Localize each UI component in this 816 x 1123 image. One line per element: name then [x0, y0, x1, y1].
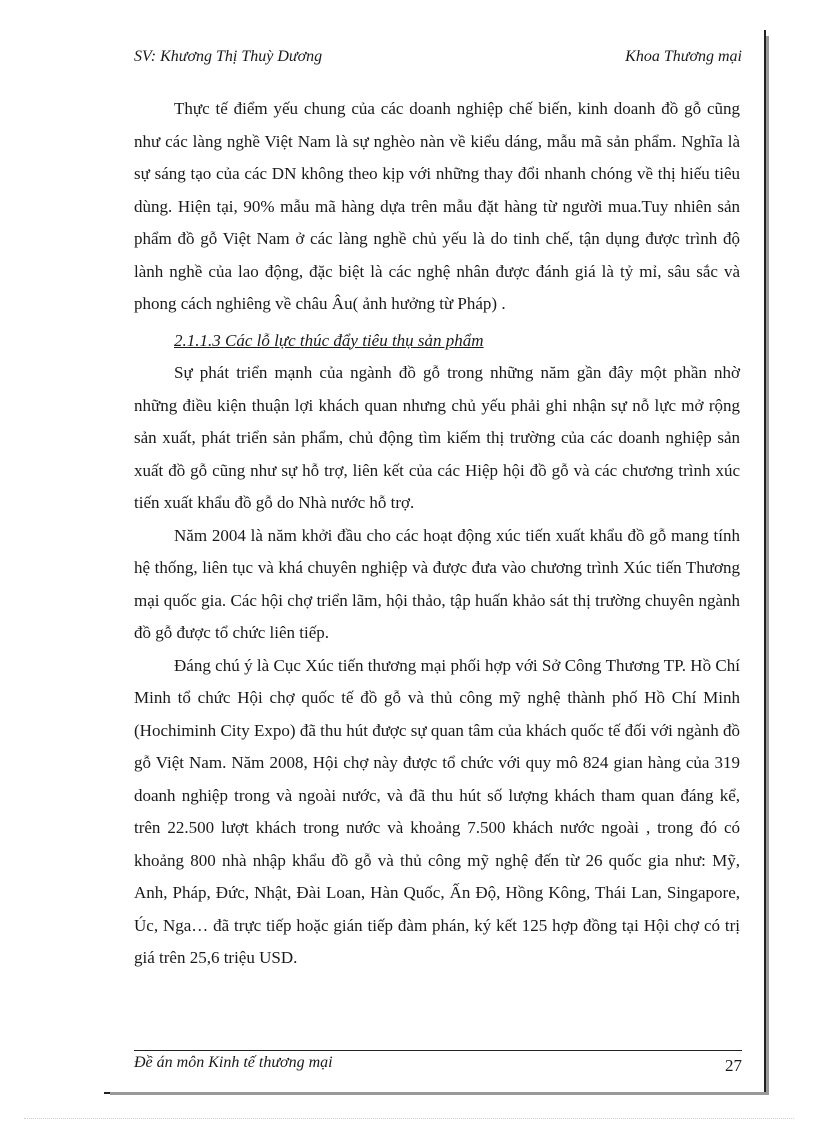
footer-title: Đề án môn Kinh tế thương mại — [134, 1054, 333, 1071]
page-footer — [134, 1054, 742, 1078]
paragraph-design-weakness: Thực tế điểm yếu chung của các doanh nghiệp chế biến, kinh doanh đồ gỗ cũng như các làng nghề Việt Nam là sự nghèo nàn về kiểu dáng, mẫu mã sản phẩm. Nghĩa là sự sáng tạo của các DN không theo kịp với những thay đổi nhanh chóng về thị hiếu tiêu dùng. Hiện tại, 90% mẫu mã hàng dựa trên mẫu đặt hàng từ người mua.Tuy nhiên sản phẩm đồ gỗ Việt Nam ở các làng nghề chủ yếu là do tinh chế, tận dụng được trình độ lành nghề của lao động, đặc biệt là các nghệ nhân được đánh giá là tỷ mỉ, sâu sắc và phong cách nghiêng về châu Âu( ảnh hưởng từ Pháp) . — [134, 99, 740, 313]
page-number: 27 — [725, 1056, 742, 1075]
page-border-shadow-bottom — [110, 1092, 769, 1095]
paragraph-industry-growth: Sự phát triển mạnh của ngành đồ gỗ trong những năm gần đây một phần nhờ những điều kiện thuận lợi khách quan nhưng chủ yếu phải ghi nhận sự nỗ lực mở rộng sản xuất, phát triển sản phẩm, chủ động tìm kiếm thị trường của các doanh nghiệp sản xuất đồ gỗ cũng như sự hỗ trợ, liên kết của các Hiệp hội đồ gỗ và các chương trình xúc tiến xuất khẩu đồ gỗ do Nhà nước hỗ trợ. — [134, 363, 740, 512]
page-header — [134, 48, 742, 72]
page-edge-dotted-line — [24, 1118, 794, 1119]
footer-divider — [134, 1050, 742, 1051]
page-border-shadow-right — [766, 36, 769, 1094]
page-body — [134, 93, 740, 975]
paragraph-hcmc-expo: Đáng chú ý là Cục Xúc tiến thương mại phối hợp với Sở Công Thương TP. Hồ Chí Minh tổ chức Hội chợ quốc tế đồ gỗ và thủ công mỹ nghệ thành phố Hồ Chí Minh (Hochiminh City Expo) đã thu hút được sự quan tâm của khách quốc tế đối với ngành đồ gỗ Việt Nam. Năm 2008, Hội chợ này được tổ chức với quy mô 824 gian hàng của 319 doanh nghiệp trong và ngoài nước, và đã thu hút số lượng khách tham quan đáng kể, trên 22.500 lượt khách trong nước và khoảng 7.500 khách nước ngoài , trong đó có khoảng 800 nhà nhập khẩu đồ gỗ và thủ công mỹ nghệ đến từ 26 quốc gia như: Mỹ, Anh, Pháp, Đức, Nhật, Đài Loan, Hàn Quốc, Ấn Độ, Hồng Kông, Thái Lan, Singapore, Úc, Nga… đã trực tiếp hoặc gián tiếp đàm phán, ký kết 125 hợp đồng tại Hội chợ có trị giá trên 25,6 triệu USD. — [134, 655, 740, 967]
section-heading: 2.1.1.3 Các lỗ lực thúc đẩy tiêu thụ sản phẩm — [174, 330, 484, 350]
header-author: SV: Khương Thị Thuỳ Dương — [134, 48, 323, 65]
header-faculty: Khoa Thương mại — [625, 48, 742, 65]
paragraph-2004-promotion: Năm 2004 là năm khởi đầu cho các hoạt động xúc tiến xuất khẩu đồ gỗ mang tính hệ thống, liên tục và khá chuyên nghiệp và được đưa vào chương trình Xúc tiến Thương mại quốc gia. Các hội chợ triển lãm, hội thảo, tập huấn khảo sát thị trường chuyên ngành đồ gỗ được tổ chức liên tiếp. — [134, 525, 740, 642]
